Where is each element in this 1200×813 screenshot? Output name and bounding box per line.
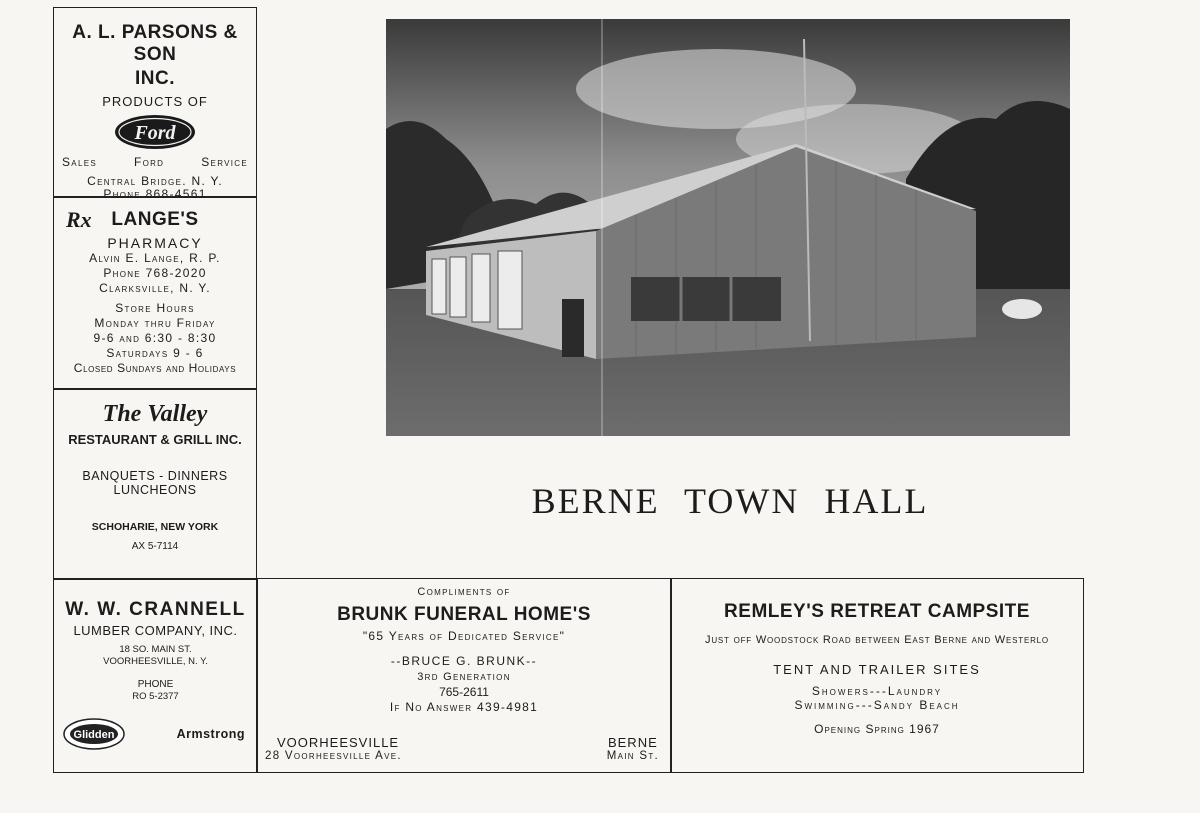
remley-name: REMLEY'S RETREAT CAMPSITE xyxy=(724,601,1030,622)
parsons-sales: Sales xyxy=(62,155,97,169)
ford-logo xyxy=(113,113,197,151)
valley-services-2: LUNCHEONS xyxy=(113,483,197,497)
crannell-armstrong: Armstrong xyxy=(176,727,245,741)
parsons-service: Service xyxy=(201,155,248,169)
langes-hours-weekdays: Monday thru Friday xyxy=(94,316,216,330)
remley-amenities-1: Showers---Laundry xyxy=(811,684,943,698)
ad-brunk xyxy=(256,578,672,773)
rx-symbol: Rx xyxy=(66,207,92,232)
glidden-logo-text: Glidden xyxy=(73,729,115,741)
brunk-generation: 3rd Generation xyxy=(417,671,511,683)
crannell-city: VOORHEESVILLE, N. Y. xyxy=(103,656,208,667)
langes-address: Clarksville, N. Y. xyxy=(99,281,211,295)
brunk-compliments: Compliments of xyxy=(417,586,511,598)
brunk-loc1-address: 28 Voorheesville Ave. xyxy=(265,750,402,762)
parsons-products: PRODUCTS OF xyxy=(102,94,208,109)
valley-subtitle: RESTAURANT & GRILL INC. xyxy=(68,432,242,447)
brunk-loc2-name: BERNE xyxy=(607,735,658,750)
brunk-loc2-address: Main St. xyxy=(606,750,659,762)
valley-phone: AX 5-7114 xyxy=(131,541,179,552)
crannell-name: W. W. CRANNELL xyxy=(65,599,246,620)
langes-owner: Alvin E. Lange, R. P. xyxy=(89,251,221,265)
parsons-name: A. L. PARSONS & SON xyxy=(72,22,238,65)
ad-parsons xyxy=(53,7,257,201)
parsons-ford: Ford xyxy=(133,155,165,169)
langes-phone: Phone 768-2020 xyxy=(103,266,207,280)
crannell-company: LUMBER COMPANY, INC. xyxy=(73,623,238,638)
parsons-phone: Phone 868-4561 xyxy=(103,187,207,201)
brunk-tagline: "65 Years of Dedicated Service" xyxy=(362,629,566,643)
valley-address: SCHOHARIE, NEW YORK xyxy=(91,521,219,533)
langes-hours-sat: Saturdays 9 - 6 xyxy=(106,346,204,360)
remley-amenities-2: Swimming---Sandy Beach xyxy=(794,698,960,712)
remley-opening: Opening Spring 1967 xyxy=(814,722,940,736)
brunk-owner: --BRUCE G. BRUNK-- xyxy=(390,654,538,668)
town-hall-title: BERNE TOWN HALL xyxy=(531,481,929,521)
crannell-phone-label: PHONE xyxy=(137,679,174,690)
langes-type: PHARMACY xyxy=(107,235,203,251)
brunk-phone: 765-2611 xyxy=(439,685,489,699)
langes-hours-times: 9-6 and 6:30 - 8:30 xyxy=(93,331,217,345)
valley-name: The Valley xyxy=(102,401,208,427)
glidden-logo xyxy=(62,717,126,756)
ad-valley xyxy=(53,388,257,580)
ad-remley xyxy=(670,578,1084,773)
ad-crannell xyxy=(53,578,258,773)
ad-langes xyxy=(53,196,257,390)
remley-sites: TENT AND TRAILER SITES xyxy=(773,662,981,677)
brunk-name: BRUNK FUNERAL HOME'S xyxy=(337,604,591,625)
langes-hours-title: Store Hours xyxy=(115,301,195,315)
brunk-loc1-name: VOORHEESVILLE xyxy=(277,735,400,750)
parsons-address: Central Bridge. N. Y. xyxy=(87,174,223,188)
town-hall-photo xyxy=(386,19,1070,436)
parsons-inc: INC. xyxy=(135,68,175,89)
valley-services-1: BANQUETS - DINNERS xyxy=(82,469,228,483)
crannell-phone: RO 5-2377 xyxy=(132,691,179,702)
brunk-alt-phone: If No Answer 439-4981 xyxy=(389,700,539,714)
ford-logo-text: Ford xyxy=(134,122,176,144)
remley-directions: Just off Woodstock Road between East Berne and Westerlo xyxy=(705,634,1049,646)
langes-name: LANGE'S xyxy=(111,209,199,230)
langes-closed: Closed Sundays and Holidays xyxy=(73,361,237,375)
town-hall-photo-image xyxy=(386,19,1070,436)
crannell-street: 18 SO. MAIN ST. xyxy=(119,644,192,655)
